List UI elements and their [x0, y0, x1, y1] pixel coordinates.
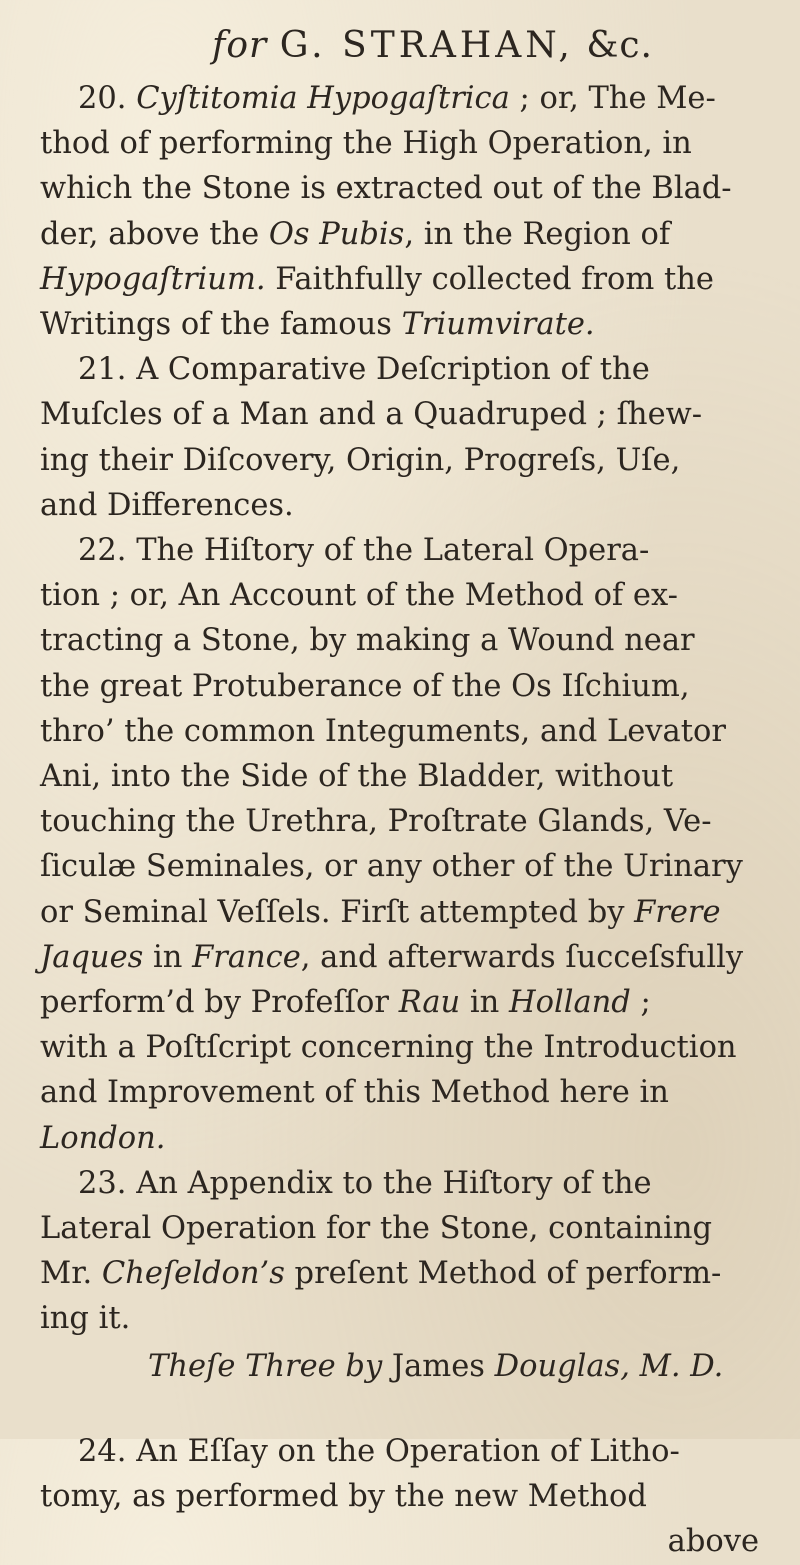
- entry-line: [40, 1474, 765, 1519]
- text-segment: Mr.: [40, 1256, 102, 1292]
- entry-line: [40, 980, 765, 1025]
- text-segment: ing it.: [40, 1301, 131, 1337]
- text-segment: , in the Region of: [404, 216, 671, 252]
- text-segment: 21. A Comparative Deſcription of the: [78, 352, 650, 388]
- entry-line: [40, 618, 765, 663]
- entry-line: [40, 528, 765, 573]
- entry-line: [40, 1429, 765, 1474]
- text-segment: 23. An Appendix to the Hiſtory of the: [78, 1165, 652, 1201]
- running-head-prefix: for: [212, 25, 268, 66]
- book-page: [40, 20, 765, 1560]
- italic-text: Os Pubis: [268, 216, 405, 252]
- italic-text: Cyſtitomia Hypogaſtrica: [136, 81, 510, 116]
- entry-list-continued: [40, 1429, 765, 1519]
- catchword: above: [667, 1524, 759, 1560]
- text-segment: , and afterwards ſucceſsfully: [300, 939, 744, 975]
- text-segment: or Seminal Veſſels. Firſt attempted by: [40, 894, 635, 930]
- text-segment: and Improvement of this Method here in: [40, 1075, 669, 1111]
- text-segment: ſiculæ Seminales, or any other of the Urinary: [40, 849, 743, 885]
- entry-line: [40, 1161, 765, 1206]
- text-segment: 22. The Hiſtory of the Lateral Opera-: [78, 533, 650, 569]
- text-segment: Writings of the famous: [40, 307, 402, 343]
- text-segment: and Differences.: [40, 487, 294, 523]
- text-segment: in: [460, 985, 509, 1021]
- text-segment: perform’d by Profeſſor: [40, 985, 399, 1021]
- entry-line: [40, 1116, 765, 1161]
- italic-text: Holland: [509, 985, 631, 1021]
- entry-line: [40, 483, 765, 528]
- italic-text: Triumvirate.: [401, 307, 595, 343]
- entry-line: [40, 1251, 765, 1296]
- entry-line: [40, 1206, 765, 1251]
- running-head-name: G. STRAHAN,: [279, 25, 574, 66]
- entry-line: [40, 392, 765, 437]
- text-segment: tomy, as performed by the new Method: [40, 1479, 647, 1515]
- text-segment: Ani, into the Side of the Bladder, without: [40, 759, 674, 795]
- italic-text: London.: [40, 1120, 166, 1156]
- text-segment: ing their Diſcovery, Origin, Progreſs, Uſe,: [40, 442, 681, 478]
- italic-text: France: [192, 939, 301, 975]
- catalogue-entry: [40, 347, 765, 528]
- entry-line: [40, 1070, 765, 1115]
- text-segment: with a Poſtſcript concerning the Introduction: [40, 1030, 737, 1066]
- entry-line: [40, 347, 765, 392]
- entry-line: [40, 302, 765, 347]
- entry-line: [40, 754, 765, 799]
- text-segment: Lateral Operation for the Stone, containing: [40, 1211, 713, 1247]
- attribution-line: [40, 1344, 765, 1389]
- text-segment: tracting a Stone, by making a Wound near: [40, 623, 695, 659]
- attribution-author-first: James: [391, 1348, 485, 1384]
- entry-line: [40, 799, 765, 844]
- running-head-suffix: &c.: [586, 25, 653, 66]
- entry-line: [40, 438, 765, 483]
- attribution-suffix: Douglas, M. D.: [484, 1348, 724, 1384]
- italic-text: Frere: [634, 894, 721, 930]
- italic-text: Hypogaſtrium.: [40, 261, 266, 297]
- text-segment: touching the Urethra, Proſtrate Glands, Ve-: [40, 804, 712, 840]
- entry-line: [40, 1025, 765, 1070]
- text-segment: thro’ the common Integuments, and Levator: [40, 713, 726, 749]
- text-segment: 24. An Eſſay on the Operation of Litho-: [78, 1433, 680, 1469]
- text-segment: ; or, The Me-: [509, 81, 716, 116]
- entry-line: [40, 890, 765, 935]
- text-segment: which the Stone is extracted out of the Blad-: [40, 171, 732, 207]
- text-segment: tion ; or, An Account of the Method of ex-: [40, 578, 678, 614]
- entry-line: [40, 844, 765, 889]
- catalogue-entry: [40, 528, 765, 1161]
- entry-line: [40, 166, 765, 211]
- text-segment: the great Protuberance of the Os Iſchium,: [40, 668, 690, 704]
- entry-line: [40, 121, 765, 166]
- text-segment: Muſcles of a Man and a Quadruped ; ſhew-: [40, 397, 703, 433]
- entry-line: [40, 935, 765, 980]
- text-segment: der, above the: [40, 216, 269, 252]
- text-segment: in: [143, 939, 193, 975]
- italic-text: Jaques: [40, 939, 144, 975]
- catalogue-entry: [40, 1161, 765, 1342]
- catalogue-entry: [40, 76, 765, 347]
- text-segment: thod of performing the High Operation, in: [40, 126, 692, 162]
- text-segment: preſent Method of perform-: [284, 1256, 722, 1292]
- entry-line: [40, 212, 765, 257]
- italic-text: Cheſeldon’s: [101, 1256, 285, 1292]
- entry-line: [40, 709, 765, 754]
- entry-line: [40, 76, 765, 121]
- attribution-prefix: Theſe Three by: [148, 1348, 392, 1384]
- text-segment: 20.: [78, 81, 137, 116]
- entry-line: [40, 1296, 765, 1341]
- entry-list: [40, 76, 765, 1342]
- entry-line: [40, 573, 765, 618]
- running-head: [100, 20, 765, 72]
- text-segment: Faithfully collected from the: [265, 261, 714, 297]
- entry-line: [40, 257, 765, 302]
- entry-line: [40, 664, 765, 709]
- catalogue-entry: [40, 1429, 765, 1519]
- text-segment: ;: [630, 985, 651, 1021]
- italic-text: Rau: [398, 985, 461, 1021]
